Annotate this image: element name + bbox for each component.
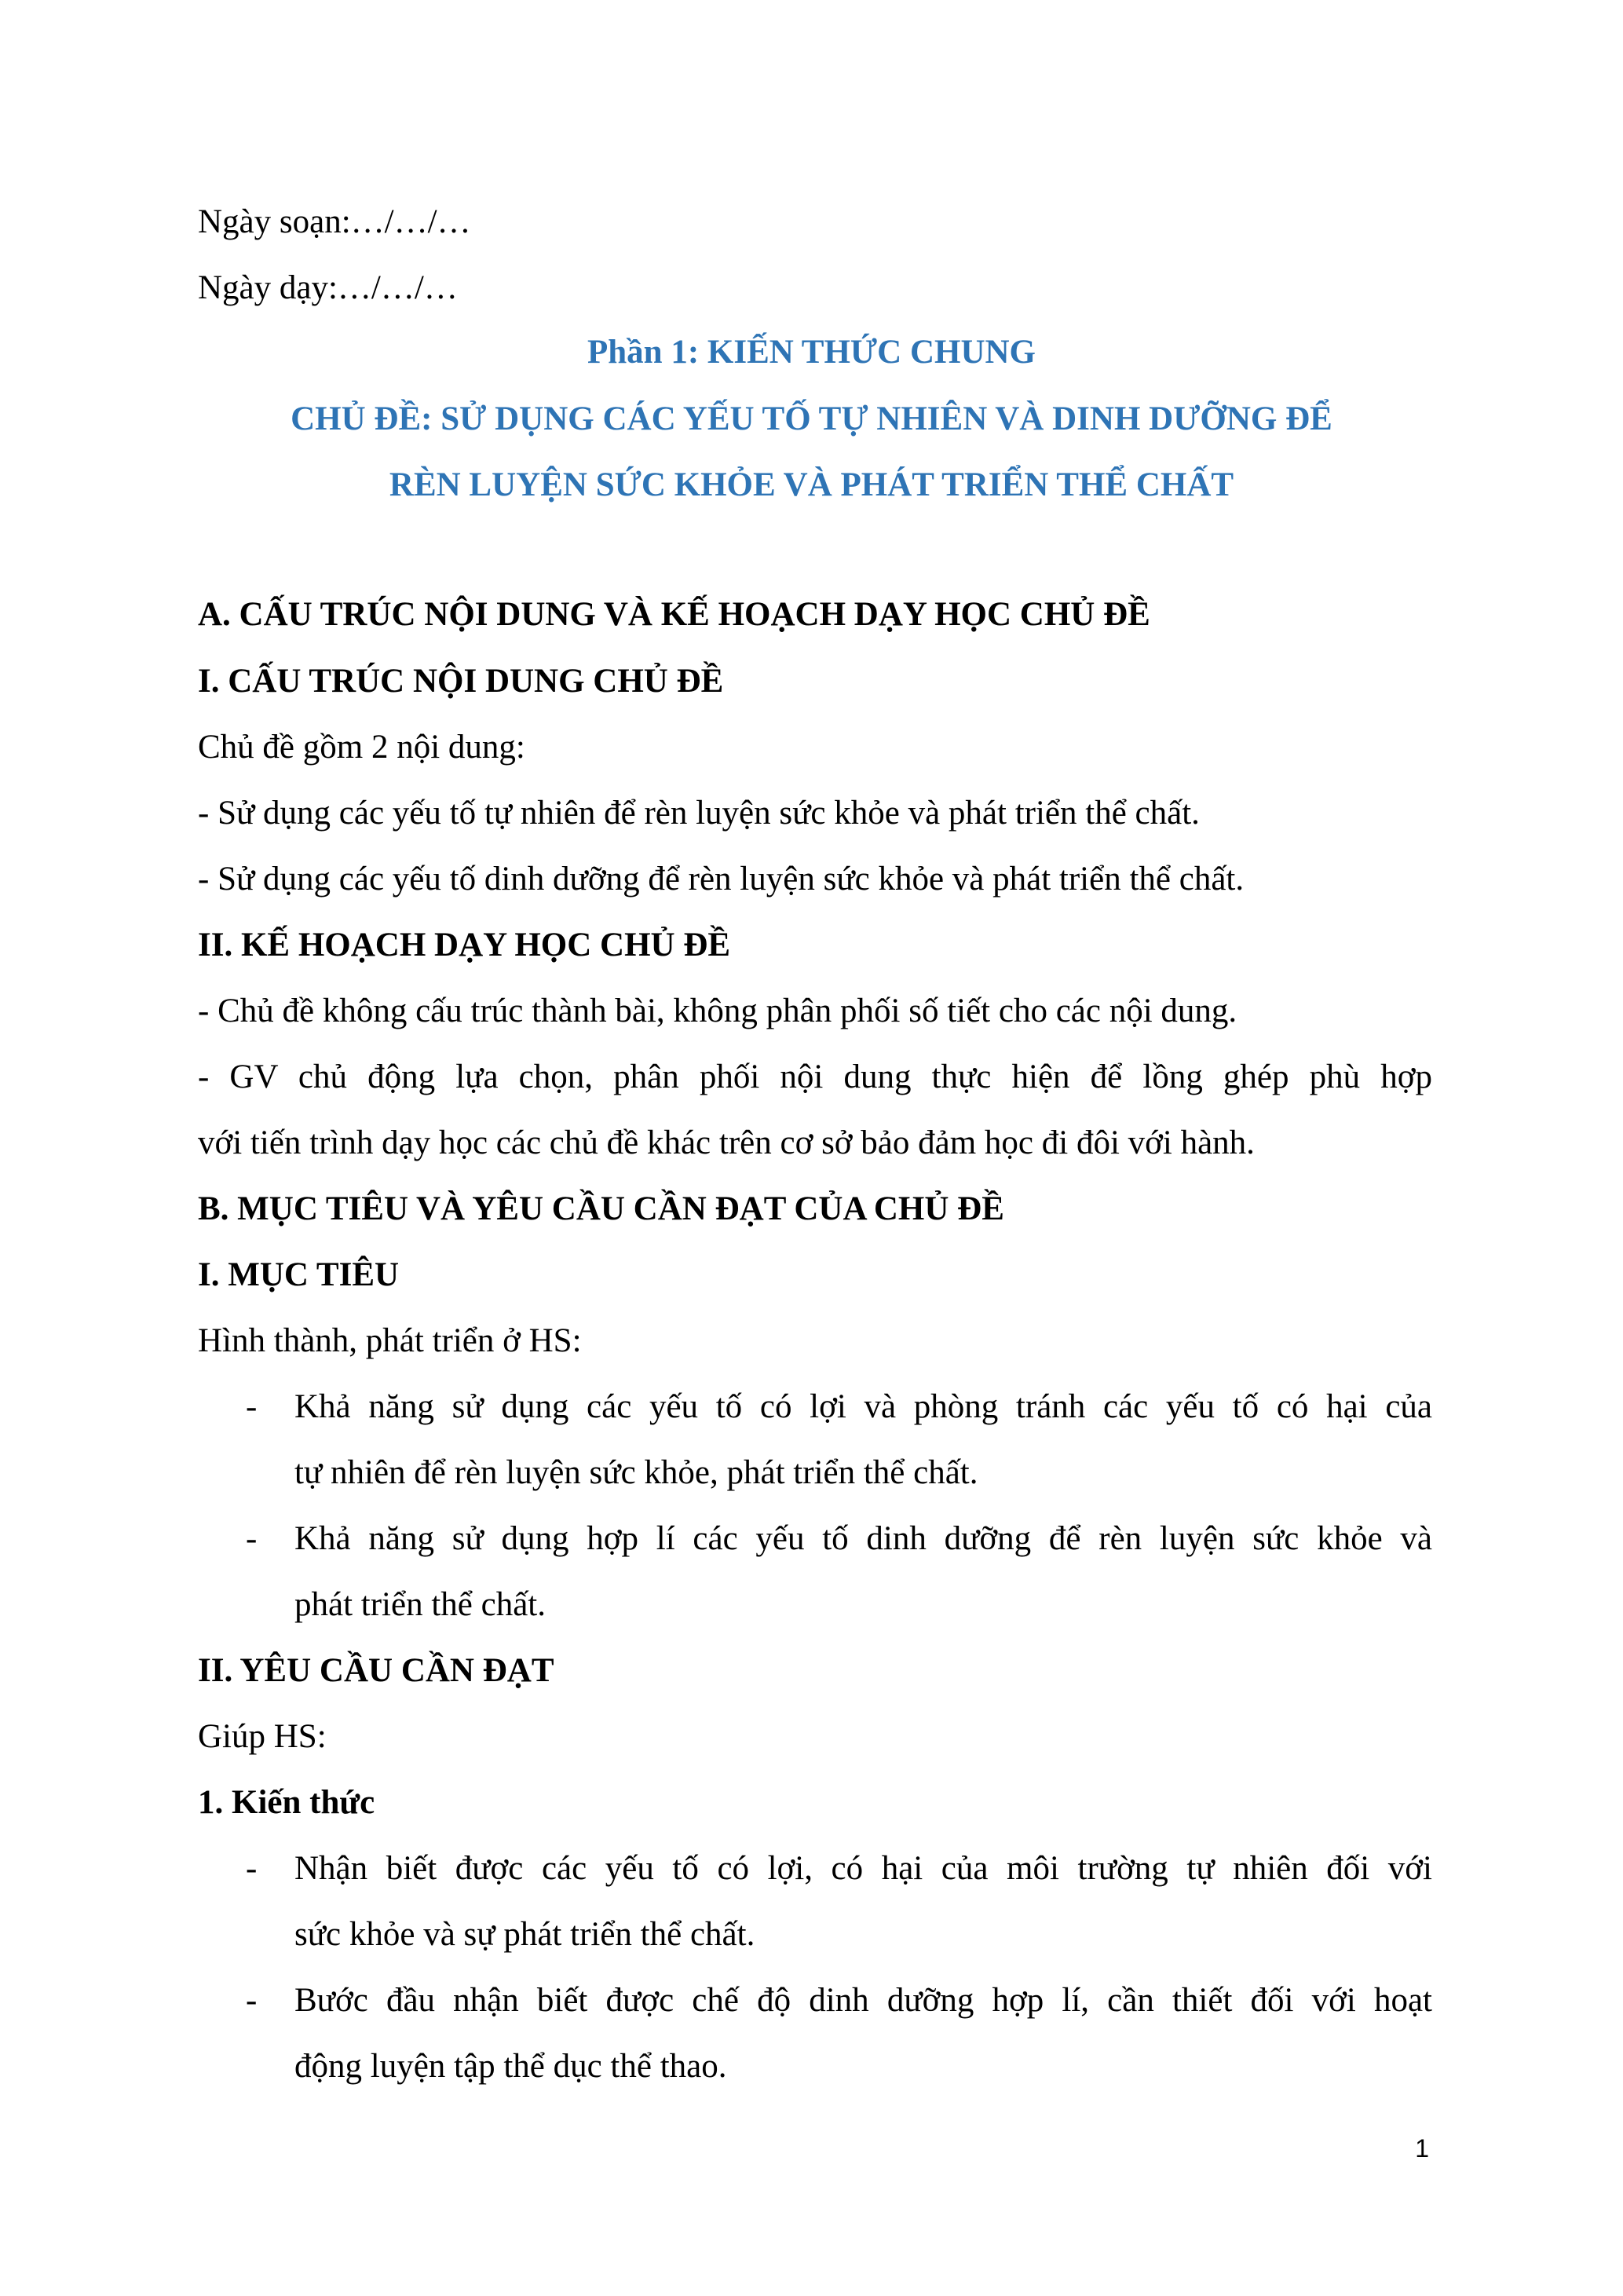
page-number: 1 xyxy=(1415,2134,1429,2163)
list-item-continuation: động luyện tập thể dục thể thao. xyxy=(294,2048,727,2085)
topic-title-line2: RÈN LUYỆN SỨC KHỎE VÀ PHÁT TRIỂN THỂ CHẤT xyxy=(389,466,1234,503)
section-b2-heading: II. YÊU CẦU CẦN ĐẠT xyxy=(198,1652,554,1689)
bullet-dash: - xyxy=(246,1982,258,2019)
section-b-heading: B. MỤC TIÊU VÀ YÊU CẦU CẦN ĐẠT CỦA CHỦ ĐỀ xyxy=(198,1190,1004,1227)
knowledge-heading: 1. Kiến thức xyxy=(198,1784,375,1821)
list-item-continuation: tự nhiên để rèn luyện sức khỏe, phát triển thể chất. xyxy=(294,1454,978,1491)
bullet-dash: - xyxy=(246,1850,258,1887)
list-item: - Chủ đề không cấu trúc thành bài, không phân phối số tiết cho các nội dung. xyxy=(198,993,1237,1029)
date-taught: Ngày dạy:…/…/… xyxy=(198,269,458,306)
list-item: Nhận biết được các yếu tố có lợi, có hại của môi trường tự nhiên đối với xyxy=(294,1850,1432,1887)
section-a1-intro: Chủ đề gồm 2 nội dung: xyxy=(198,729,525,766)
bullet-dash: - xyxy=(246,1520,258,1557)
list-item-continuation: sức khỏe và sự phát triển thể chất. xyxy=(294,1916,755,1953)
section-b1-heading: I. MỤC TIÊU xyxy=(198,1256,400,1293)
part-title: Phần 1: KIẾN THỨC CHUNG xyxy=(587,334,1036,371)
section-b1-intro: Hình thành, phát triển ở HS: xyxy=(198,1322,582,1359)
section-a2-heading: II. KẾ HOẠCH DẠY HỌC CHỦ ĐỀ xyxy=(198,927,731,963)
section-a-heading: A. CẤU TRÚC NỘI DUNG VÀ KẾ HOẠCH DẠY HỌC CHỦ ĐỀ xyxy=(198,596,1150,633)
list-item: - Sử dụng các yếu tố tự nhiên để rèn luyện sức khỏe và phát triển thể chất. xyxy=(198,795,1200,832)
list-item-continuation: phát triển thể chất. xyxy=(294,1586,546,1623)
bullet-dash: - xyxy=(246,1388,258,1425)
list-item-continuation: với tiến trình dạy học các chủ đề khác trên cơ sở bảo đảm học đi đôi với hành. xyxy=(198,1124,1255,1161)
list-item: Khả năng sử dụng hợp lí các yếu tố dinh dưỡng để rèn luyện sức khỏe và xyxy=(294,1520,1432,1557)
date-prepared: Ngày soạn:…/…/… xyxy=(198,203,471,240)
list-item: - GV chủ động lựa chọn, phân phối nội dung thực hiện để lồng ghép phù hợp xyxy=(198,1058,1432,1095)
topic-title-line1: CHỦ ĐỀ: SỬ DỤNG CÁC YẾU TỐ TỰ NHIÊN VÀ DINH DƯỠNG ĐỂ xyxy=(291,400,1332,437)
list-item: Khả năng sử dụng các yếu tố có lợi và phòng tránh các yếu tố có hại của xyxy=(294,1388,1432,1425)
section-b2-intro: Giúp HS: xyxy=(198,1718,327,1755)
section-a1-heading: I. CẤU TRÚC NỘI DUNG CHỦ ĐỀ xyxy=(198,663,724,700)
list-item: Bước đầu nhận biết được chế độ dinh dưỡng hợp lí, cần thiết đối với hoạt xyxy=(294,1982,1432,2019)
list-item: - Sử dụng các yếu tố dinh dưỡng để rèn luyện sức khỏe và phát triển thể chất. xyxy=(198,861,1245,898)
